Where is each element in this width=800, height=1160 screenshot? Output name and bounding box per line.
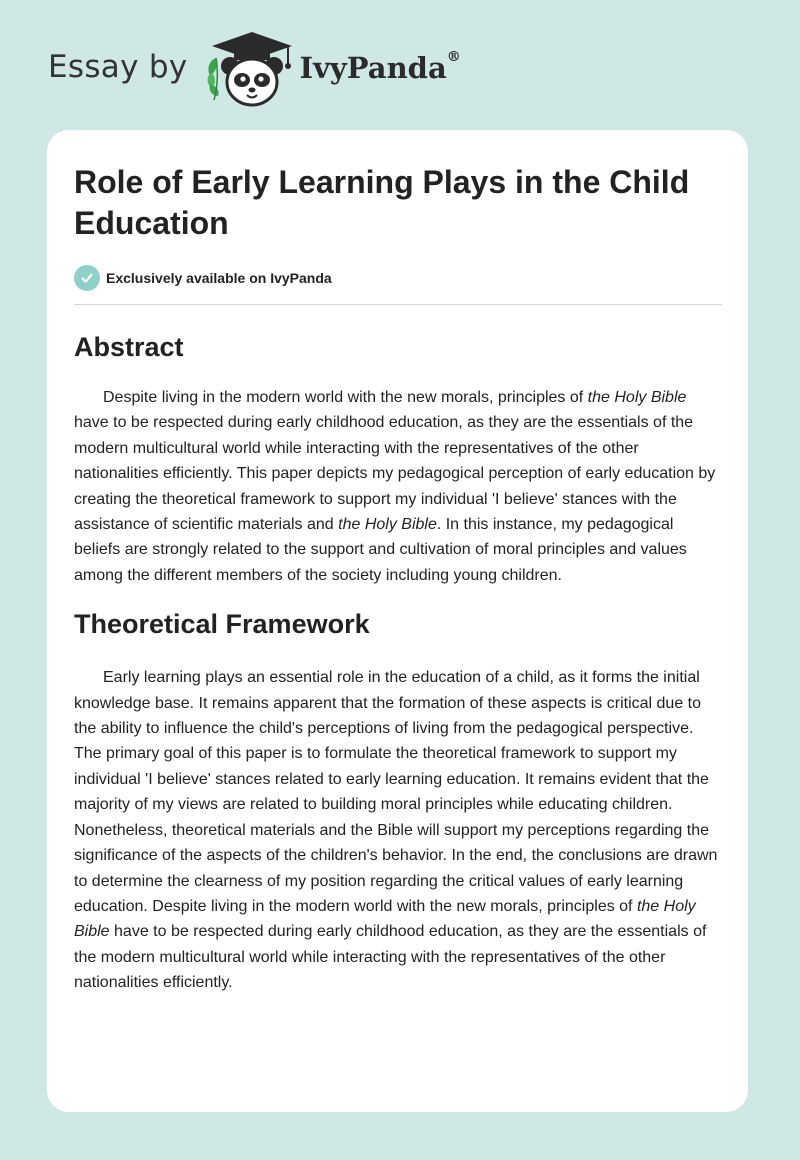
bible-title-italic: the Holy Bible — [74, 897, 696, 941]
bible-title-italic: the Holy Bible — [338, 516, 437, 534]
title-divider — [74, 304, 722, 305]
panda-graduate-logo-icon[interactable] — [204, 30, 296, 110]
essay-card — [47, 130, 748, 1112]
theoretical-framework-paragraph: Early learning plays an essential role in the education of a child, as it forms the initial knowledge base. It remains apparent that the formation of these aspects is critical due to the ability to influence the child's perceptions of living from the pedagogical perspective. The primary goal of this paper is to formulate the theoretical framework to support my individual 'I believe' stances related to early learning education. It remains evident that the majority of my views are related to building moral principles while educating children. Nonetheless, theoretical materials and the Bible will support my perceptions regarding the significance of the aspects of the children's behavior. In the end, the conclusions are drawn to determine the clearness of my position regarding the critical values of early learning education. Despite living in the modern world with the new morals, principles of the Holy Bible have to be respected during early childhood education, as they are the essentials of the modern multicultural world while interacting with the representatives of the other nationalities efficiently. — [74, 669, 718, 992]
essay-by-label: Essay by — [48, 49, 188, 85]
abstract-paragraph: Despite living in the modern world with the new morals, principles of the Holy Bible have to be respected during early childhood education, as they are the essentials of the modern multicultural world while interacting with the representatives of the other nationalities efficiently. This paper depicts my pedagogical perception of early education by creating the theoretical framework to support my individual 'I believe' stances with the assistance of scientific materials and the Holy Bible. In this instance, my pedagogical beliefs are strongly related to the support and cultivation of moral principles and values among the different members of the society including young children. — [74, 389, 716, 584]
section-heading-abstract: Abstract — [74, 332, 184, 362]
section-heading-theoretical-framework: Theoretical Framework — [74, 609, 370, 640]
site-header — [48, 30, 508, 110]
brand-name[interactable]: IvyPanda® — [299, 49, 461, 85]
bible-title-italic: the Holy Bible — [587, 389, 687, 406]
exclusive-badge — [74, 264, 722, 292]
essay-content — [74, 162, 722, 996]
check-circle-icon — [74, 265, 100, 291]
registered-mark: ® — [446, 49, 461, 65]
essay-title: Role of Early Learning Plays in the Child Education — [74, 164, 690, 241]
exclusive-label: Exclusively available on IvyPanda — [106, 270, 332, 286]
